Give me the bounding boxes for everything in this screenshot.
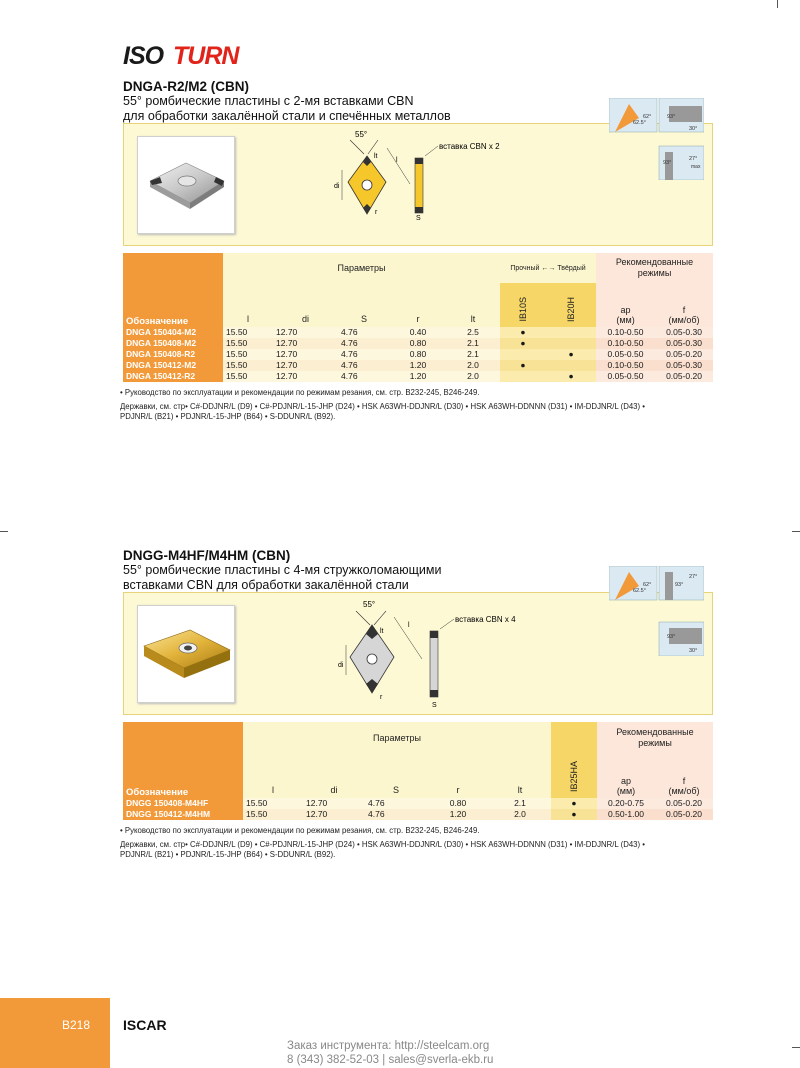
cell-designation: DNGA 150408-M2 — [123, 338, 223, 349]
cell-l: 15.50 — [223, 327, 273, 338]
grade-ib25ha: IB25HA — [568, 760, 579, 792]
cell-l: 15.50 — [223, 338, 273, 349]
section2-operation-icons — [609, 566, 704, 656]
section1-note-1: • Руководство по эксплуатации и рекомендации по режимам резания, см. стр. B232-245, B246-249. — [120, 388, 480, 397]
section1-operation-icons — [609, 98, 704, 180]
cell-s: 4.76 — [338, 349, 390, 360]
hardness-scale: Прочный ←→ Твёрдый — [500, 253, 596, 283]
footer-brand: ISCAR — [123, 1017, 167, 1033]
cell-lt: 2.0 — [446, 360, 500, 371]
svg-text:l: l — [408, 622, 410, 629]
crop-mark — [777, 0, 778, 8]
svg-text:62.5°: 62.5° — [633, 120, 646, 126]
cell-g2 — [546, 360, 596, 371]
cell-r: 0.80 — [427, 798, 489, 809]
cell-g2: ● — [546, 371, 596, 382]
cell-ap: 0.10-0.50 — [596, 360, 655, 371]
isoturn-logo-graphic — [123, 42, 247, 68]
cell-s: 4.76 — [338, 338, 390, 349]
svg-text:93°: 93° — [667, 634, 676, 640]
cell-di: 12.70 — [303, 809, 365, 820]
cell-l: 15.50 — [223, 360, 273, 371]
params-header: Параметры — [223, 253, 500, 283]
svg-text:l: l — [396, 157, 398, 164]
cell-r: 0.80 — [390, 338, 446, 349]
section2-spec-table: Обозначение Параметры IB25HA Рекомендованные режимы l di S r lt ap (мм) f (мм/об) DNGG 150408-M4HF 15.50 12.70 4.76 0.80 2.1 ● 0.20-0.75 0.05-0.20 DNGG 150412-M4HM 15.50 12.70 4.76 1.20 2.0 ● 0.50-1.00 0.05-0.20 — [123, 722, 713, 820]
svg-text:r: r — [375, 209, 378, 216]
table-row — [123, 338, 713, 349]
cell-s: 4.76 — [338, 360, 390, 371]
cell-f: 0.05-0.20 — [655, 798, 713, 809]
cell-g1: ● — [551, 798, 597, 809]
table-row — [123, 371, 713, 382]
section2-subtitle-2: вставками CBN для обработки закалённой стали — [123, 578, 409, 592]
cell-ap: 0.05-0.50 — [596, 371, 655, 382]
svg-text:62°: 62° — [643, 582, 652, 588]
svg-text:TURN: TURN — [173, 42, 239, 68]
cell-designation: DNGG 150412-M4HM — [123, 809, 243, 820]
cell-g1: ● — [500, 338, 546, 349]
cell-lt: 2.1 — [446, 349, 500, 360]
cell-lt: 2.1 — [446, 338, 500, 349]
cell-lt: 2.5 — [446, 327, 500, 338]
cell-s: 4.76 — [365, 809, 427, 820]
designation-header: Обозначение — [123, 253, 223, 327]
cell-di: 12.70 — [273, 360, 338, 371]
svg-text:93°: 93° — [667, 114, 676, 120]
svg-text:lt: lt — [380, 628, 384, 635]
cell-f: 0.05-0.30 — [655, 338, 713, 349]
cell-r: 1.20 — [390, 360, 446, 371]
grade-ib20h: IB20H — [565, 296, 576, 322]
svg-text:r: r — [380, 694, 383, 701]
cell-l: 15.50 — [243, 809, 303, 820]
crop-mark — [792, 531, 800, 532]
cell-g1 — [500, 349, 546, 360]
svg-text:30°: 30° — [689, 648, 698, 654]
section1-insert-photo — [137, 136, 235, 234]
cell-di: 12.70 — [273, 349, 338, 360]
cell-di: 12.70 — [303, 798, 365, 809]
cell-l: 15.50 — [223, 349, 273, 360]
cell-g1: ● — [551, 809, 597, 820]
cell-di: 12.70 — [273, 338, 338, 349]
svg-text:di: di — [338, 662, 344, 669]
cell-ap: 0.05-0.50 — [596, 349, 655, 360]
section2-note-3: PDJNR/L (B21) • PDJNR/L-15-JHP (B64) • S-DDUNR/L (B92). — [120, 850, 336, 859]
cell-g1: ● — [500, 360, 546, 371]
cell-ap: 0.20-0.75 — [597, 798, 655, 809]
section1-subtitle-1: 55° ромбические пластины с 2-мя вставками CBN — [123, 94, 414, 108]
cell-s: 4.76 — [365, 798, 427, 809]
section2-subtitle-1: 55° ромбические пластины с 4-мя стружколомающими — [123, 563, 442, 577]
cell-r: 0.80 — [390, 349, 446, 360]
svg-text:вставка CBN x 4: вставка CBN x 4 — [455, 615, 516, 624]
cell-f: 0.05-0.30 — [655, 360, 713, 371]
insert-cbn-label: вставка CBN x 2 — [439, 142, 500, 151]
grade-ib10s: IB10S — [517, 297, 528, 322]
params-header: Параметры — [243, 722, 551, 754]
cell-designation: DNGA 150404-M2 — [123, 327, 223, 338]
cell-f: 0.05-0.20 — [655, 371, 713, 382]
cell-s: 4.76 — [338, 327, 390, 338]
cell-di: 12.70 — [273, 327, 338, 338]
section2-title: DNGG-M4HF/M4HM (CBN) — [123, 548, 291, 563]
recommended-header: Рекомендованные режимы — [596, 253, 713, 283]
svg-text:93°: 93° — [675, 582, 684, 588]
insert-silver-image — [138, 137, 234, 233]
svg-text:55°: 55° — [363, 600, 376, 609]
insert-gold-image — [138, 606, 234, 702]
section2-insert-drawing — [330, 597, 530, 709]
section1-insert-drawing — [330, 128, 510, 240]
crop-mark — [792, 1047, 800, 1048]
cell-l: 15.50 — [223, 371, 273, 382]
svg-text:93°: 93° — [663, 160, 672, 166]
cell-designation: DNGA 150412-M2 — [123, 360, 223, 371]
recommended-header: Рекомендованные режимы — [597, 722, 713, 754]
cell-designation: DNGA 150412-R2 — [123, 371, 223, 382]
table-row — [123, 809, 713, 820]
svg-text:27°: 27° — [689, 156, 698, 162]
page-number: B218 — [62, 1018, 91, 1032]
section2-note-2: Державки, см. стр• C#-DDJNR/L (D9) • C#-PDJNR/L-15-JHP (D24) • HSK A63WH-DDJNR/L (D30) • HSK A63WH-DDNNN (D31) • IM-DDJNR/L (D43) • — [120, 840, 645, 849]
cell-s: 4.76 — [338, 371, 390, 382]
isoturn-logo — [123, 42, 247, 68]
svg-text:lt: lt — [374, 153, 378, 160]
cell-g2 — [546, 327, 596, 338]
table-row — [123, 349, 713, 360]
cell-ap: 0.50-1.00 — [597, 809, 655, 820]
cell-g1 — [500, 371, 546, 382]
cell-ap: 0.10-0.50 — [596, 327, 655, 338]
cell-r: 0.40 — [390, 327, 446, 338]
cell-lt: 2.0 — [489, 809, 551, 820]
section1-title: DNGA-R2/M2 (CBN) — [123, 79, 249, 94]
svg-text:30°: 30° — [689, 126, 698, 132]
svg-text:62.5°: 62.5° — [633, 588, 646, 594]
cell-designation: DNGA 150408-R2 — [123, 349, 223, 360]
cell-r: 1.20 — [390, 371, 446, 382]
svg-text:27°: 27° — [689, 574, 698, 580]
cell-di: 12.70 — [273, 371, 338, 382]
table-row — [123, 360, 713, 371]
cell-l: 15.50 — [243, 798, 303, 809]
section2-note-1: • Руководство по эксплуатации и рекомендации по режимам резания, см. стр. B232-245, B246-249. — [120, 826, 480, 835]
angle-label: 55° — [355, 130, 368, 139]
section1-note-2: Державки, см. стр• C#-DDJNR/L (D9) • C#-PDJNR/L-15-JHP (D24) • HSK A63WH-DDJNR/L (D30) • HSK A63WH-DDNNN (D31) • IM-DDJNR/L (D43) • — [120, 402, 645, 411]
svg-text:max: max — [691, 164, 701, 170]
section1-note-3: PDJNR/L (B21) • PDJNR/L-15-JHP (B64) • S-DDUNR/L (B92). — [120, 412, 336, 421]
cell-ap: 0.10-0.50 — [596, 338, 655, 349]
cell-lt: 2.0 — [446, 371, 500, 382]
designation-header: Обозначение — [123, 722, 243, 798]
section2-insert-photo — [137, 605, 235, 703]
order-link[interactable]: Заказ инструмента: http://steelcam.org — [287, 1040, 490, 1052]
contact-line[interactable]: 8 (343) 382-52-03 | sales@sverla-ekb.ru — [287, 1054, 494, 1066]
cell-g2: ● — [546, 349, 596, 360]
svg-text:di: di — [334, 183, 340, 190]
cell-lt: 2.1 — [489, 798, 551, 809]
cell-f: 0.05-0.20 — [655, 349, 713, 360]
svg-text:S: S — [416, 215, 421, 222]
footer-orange-block — [0, 998, 110, 1068]
svg-text:S: S — [432, 702, 437, 709]
svg-text:62°: 62° — [643, 114, 652, 120]
section1-subtitle-2: для обработки закалённой стали и спечённых металлов — [123, 109, 451, 123]
table-row — [123, 798, 713, 809]
crop-mark — [0, 531, 8, 532]
cell-g1: ● — [500, 327, 546, 338]
cell-r: 1.20 — [427, 809, 489, 820]
cell-f: 0.05-0.30 — [655, 327, 713, 338]
cell-f: 0.05-0.20 — [655, 809, 713, 820]
cell-designation: DNGG 150408-M4HF — [123, 798, 243, 809]
section1-spec-table: Обозначение Параметры Прочный ←→ Твёрдый Рекомендованные режимы l di S r lt IB10S IB20H ap (мм) f (мм/об) DNGA 150404-M2 15.50 12.70 4.76 0.40 2.5 ● 0.10-0.50 0.05-0.30 DNGA 150408-M2 15.50 12.70 4.76 0.80 2.1 ● 0.10-0.50 0.05-0.30 DNGA 150408-R2 15.50 12.70 4.76 0.80 2.1 ● 0.05-0.50 0.05-0.20 DNGA 150412-M2 15.50 12.70 4.76 1.20 2.0 ● 0.10-0.50 0.05-0.30 DNGA 150412-R2 15.50 12.70 4.76 1.20 2.0 ● 0.05-0.50 0.05-0.20 — [123, 253, 713, 382]
table-row — [123, 327, 713, 338]
cell-g2 — [546, 338, 596, 349]
svg-text:ISO: ISO — [123, 42, 164, 68]
